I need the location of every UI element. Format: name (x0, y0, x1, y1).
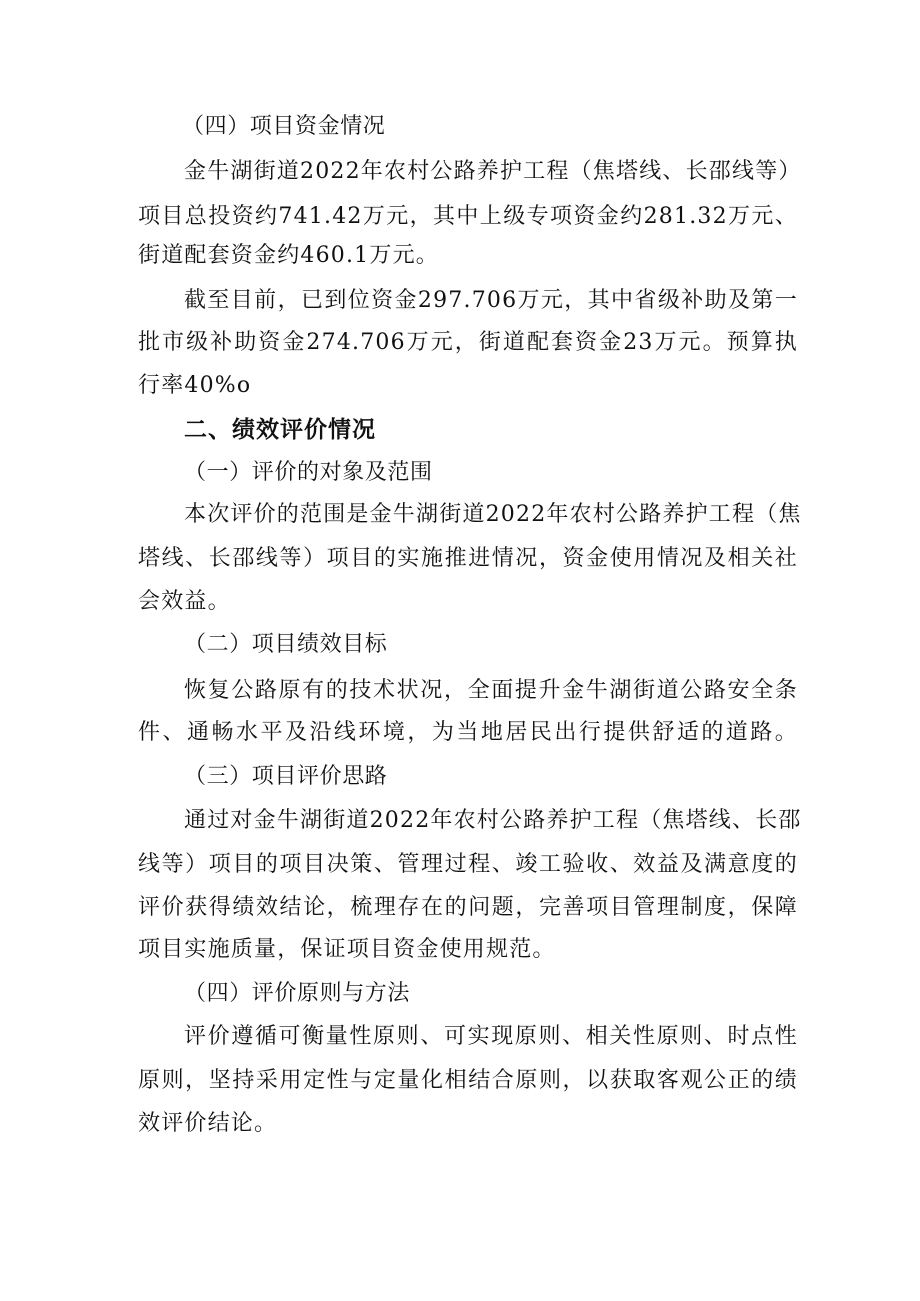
paragraph-line: 会效益。 (138, 589, 231, 614)
section-heading: 二、绩效评价情况 (184, 417, 376, 443)
paragraph-line: 本次评价的范围是金牛湖街道2022年农村公路养护工程（焦 (184, 502, 802, 527)
subheading-funding: （四）项目资金情况 (182, 114, 386, 139)
subheading-approach: （三）项目评价思路 (184, 764, 388, 789)
paragraph-line: 项目实施质量，保证项目资金使用规范。 (138, 937, 556, 962)
paragraph-line: 线等）项目的项目决策、管理过程、竣工验收、效益及满意度的 (138, 852, 798, 877)
paragraph-line: 效评价结论。 (138, 1111, 278, 1136)
subheading-principles: （四）评价原则与方法 (184, 981, 411, 1006)
paragraph-line: 恢复公路原有的技术状况，全面提升金牛湖街道公路安全条 (184, 678, 798, 703)
paragraph-line: 截至目前，已到位资金297.706万元，其中省级补助及第一 (184, 288, 798, 313)
paragraph-line: 行率40%o (138, 373, 252, 398)
paragraph-line: 评价遵循可衡量性原则、可实现原则、相关性原则、时点性 (184, 1024, 798, 1049)
subheading-goals: （二）项目绩效目标 (184, 632, 388, 657)
paragraph-line: 通过对金牛湖街道2022年农村公路养护工程（焦塔线、长邵 (184, 808, 802, 833)
paragraph-line: 原则，坚持采用定性与定量化相结合原则，以获取客观公正的绩 (138, 1068, 798, 1093)
paragraph-line: 批市级补助资金274.706万元，街道配套资金23万元。预算执 (138, 330, 798, 355)
subheading-scope: （一）评价的对象及范围 (184, 460, 433, 485)
paragraph-line: 金牛湖街道2022年农村公路养护工程（焦塔线、长邵线等） (184, 159, 802, 184)
paragraph-line: 塔线、长邵线等）项目的实施推进情况，资金使用情况及相关社 (138, 546, 798, 571)
paragraph-line: 街道配套资金约460.1万元。 (138, 243, 439, 268)
paragraph-line: 评价获得绩效结论，梳理存在的问题，完善项目管理制度，保障 (138, 895, 798, 920)
paragraph-line: 项目总投资约741.42万元，其中上级专项资金约281.32万元、 (138, 204, 798, 229)
paragraph-line: 件、通畅水平及沿线环境，为当地居民出行提供舒适的道路。 (138, 720, 798, 745)
